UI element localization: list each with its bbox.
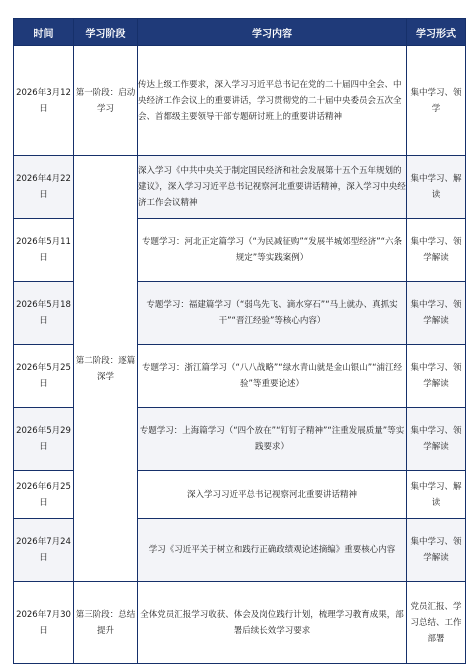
cell-form: 集中学习、解读	[407, 471, 466, 519]
table-row	[14, 156, 466, 219]
cell-form: 集中学习、领学解读	[407, 408, 466, 471]
cell-content: 专题学习：上海篇学习（“四个放在”“钉钉子精神”“注重发展质量”等实践要求）	[138, 408, 407, 471]
cell-time: 2026年5月18日	[14, 282, 74, 345]
cell-form: 集中学习、领学解读	[407, 282, 466, 345]
cell-form: 集中学习、领学解读	[407, 345, 466, 408]
cell-content: 专题学习：浙江篇学习（“八八战略”“绿水青山就是金山银山”“浦江经验”等重要论述）	[138, 345, 407, 408]
table-row	[14, 46, 466, 156]
cell-time: 2026年5月25日	[14, 345, 74, 408]
cell-stage: 第三阶段：总结提升	[74, 582, 138, 664]
table-row	[14, 582, 466, 664]
cell-form: 集中学习、领学解读	[407, 219, 466, 282]
cell-form: 党员汇报、学习总结、工作部署	[407, 582, 466, 664]
cell-time: 2026年3月12日	[14, 46, 74, 156]
cell-form: 集中学习、领学解读	[407, 519, 466, 582]
cell-content: 全体党员汇报学习收获、体会及岗位践行计划，梳理学习教育成果，部署后续长效学习要求	[138, 582, 407, 664]
header-time: 时间	[14, 19, 74, 46]
header-form: 学习形式	[407, 19, 466, 46]
cell-stage: 第二阶段：逐篇深学	[74, 156, 138, 582]
cell-time: 2026年7月30日	[14, 582, 74, 664]
cell-content: 深入学习习近平总书记视察河北重要讲话精神	[138, 471, 407, 519]
header-stage: 学习阶段	[74, 19, 138, 46]
cell-time: 2026年5月11日	[14, 219, 74, 282]
cell-form: 集中学习、领学	[407, 46, 466, 156]
cell-time: 2026年5月29日	[14, 408, 74, 471]
cell-content: 学习《习近平关于树立和践行正确政绩观论述摘编》重要核心内容	[138, 519, 407, 582]
cell-stage: 第一阶段：启动学习	[74, 46, 138, 156]
header-content: 学习内容	[138, 19, 407, 46]
cell-time: 2026年7月24日	[14, 519, 74, 582]
cell-content: 专题学习：福建篇学习（“弱鸟先飞、滴水穿石”“马上就办、真抓实干”“晋江经验”等核心内容）	[138, 282, 407, 345]
study-schedule-table	[13, 18, 466, 664]
header-row	[14, 19, 466, 46]
cell-content: 专题学习：河北正定篇学习（“为民减征购”“发展半城郊型经济”“六条规定”等实践案例）	[138, 219, 407, 282]
cell-content: 深入学习《中共中央关于制定国民经济和社会发展第十五个五年规划的建议》，深入学习习近平总书记视察河北重要讲话精神，深入学习中央经济工作会议精神	[138, 156, 407, 219]
cell-time: 2026年4月22日	[14, 156, 74, 219]
cell-content: 传达上级工作要求，深入学习习近平总书记在党的二十届四中全会、中央经济工作会议上的重要讲话，学习贯彻党的二十届中央委员会五次全会、首都级主要领导干部专题研讨班上的重要讲话精神	[138, 46, 407, 156]
cell-time: 2026年6月25日	[14, 471, 74, 519]
cell-form: 集中学习、解读	[407, 156, 466, 219]
